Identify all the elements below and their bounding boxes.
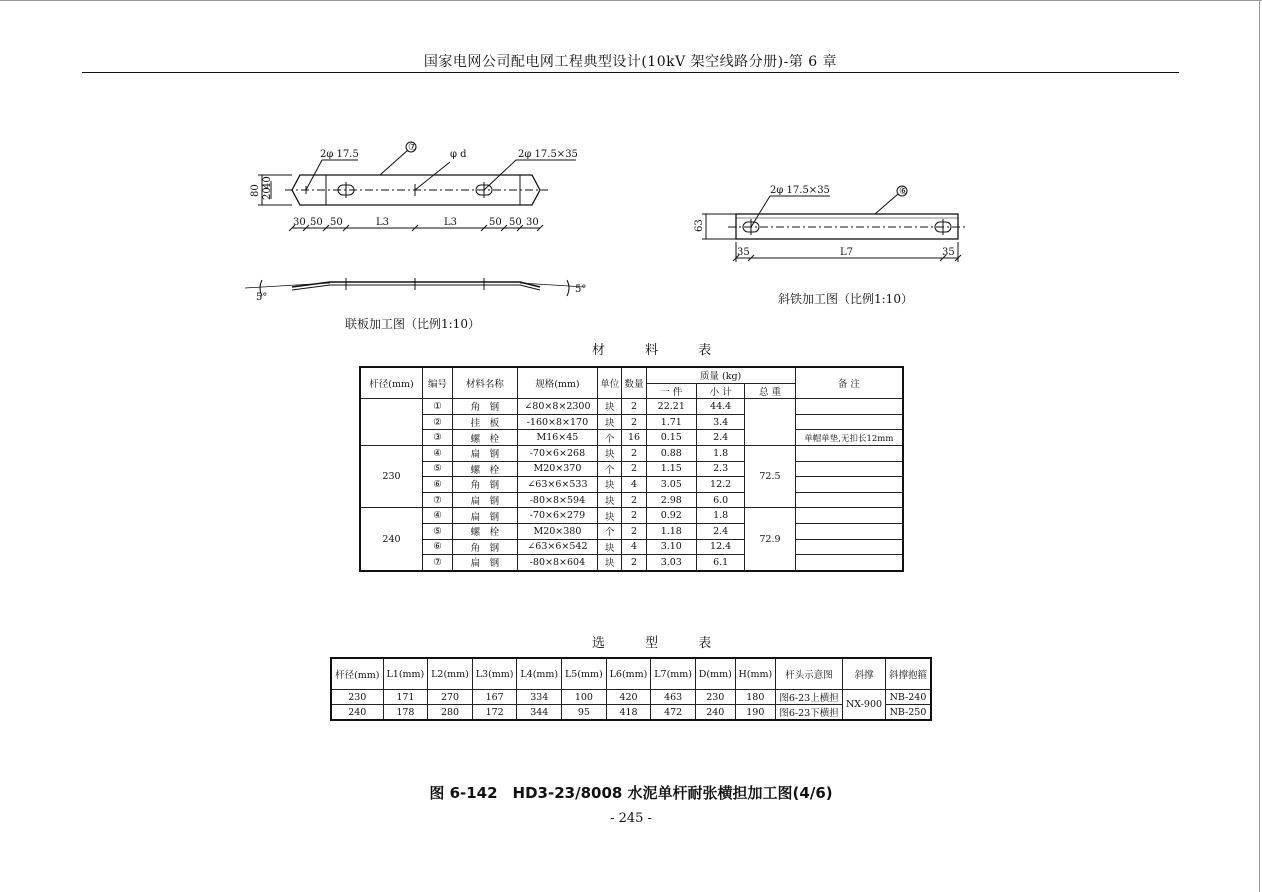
- dim-50b: 50: [330, 217, 343, 228]
- dim-L7: L7: [840, 247, 854, 258]
- table-row: ⑦ 扁 钢 -80×8×604 块 2 3.03 6.1: [360, 555, 903, 571]
- figure-title: 图 6-142 HD3-23/8008 水泥单杆耐张横担加工图(4/6): [429, 784, 833, 802]
- dim-40: 40: [262, 176, 273, 189]
- table-row: 240 ④ 扁 钢 -70×6×279 块 2 0.92 1.8 72.9: [360, 508, 903, 524]
- pole-240: 240: [360, 508, 422, 571]
- table-row: ⑤ 螺 栓 M20×370 个 2 1.15 2.3: [360, 461, 903, 477]
- dim-L3a: L3: [376, 217, 390, 228]
- label-hole-left: 2φ 17.5: [320, 149, 359, 160]
- hdr-each: 一 件: [646, 383, 696, 399]
- label-hole: 2φ 17.5×35: [770, 185, 830, 196]
- table-row: 240 178 280 172 344 95 418 472 240 190 图6-23下横担 NB-250: [331, 705, 931, 721]
- angle-left: 5°: [256, 292, 268, 303]
- selection-table: [330, 657, 932, 721]
- materials-title: 材 料 表: [592, 343, 730, 358]
- dim-50d: 50: [509, 217, 522, 228]
- hdr-subtotal: 小 计: [696, 383, 744, 399]
- diagonal-iron-caption: 斜铁加工图（比例1:10）: [778, 292, 913, 306]
- dim-20: 20: [262, 187, 273, 200]
- table-row: 230 ④ 扁 钢 -70×6×268 块 2 0.88 1.8 72.5: [360, 445, 903, 461]
- hdr-no: 编号: [422, 367, 452, 399]
- dim-80: 80: [250, 184, 261, 197]
- page-number: - 245 -: [610, 811, 652, 826]
- hdr-spec: 规格(mm): [517, 367, 598, 399]
- hdr-pole-dia: 杆径(mm): [360, 367, 422, 399]
- label-part-7: ⑦: [408, 142, 417, 153]
- hdr-remark: 备 注: [795, 367, 903, 399]
- table-row: ③ 螺 栓 M16×45 个 16 0.15 2.4 单帽单垫,无扣长12mm: [360, 430, 903, 446]
- hdr-total: 总 重: [745, 383, 795, 399]
- page-header: 国家电网公司配电网工程典型设计(10kV 架空线路分册)-第 6 章: [423, 54, 838, 70]
- dim-35a: 35: [737, 247, 750, 258]
- connecting-plate-caption: 联板加工图（比例1:10）: [345, 317, 480, 331]
- table-row: ⑥ 角 钢 ∠63×6×533 块 4 3.05 12.2: [360, 477, 903, 493]
- table-row: ⑥ 角 钢 ∠63×6×542 块 4 3.10 12.4: [360, 539, 903, 555]
- engineering-drawings: [0, 0, 1262, 340]
- dim-50c: 50: [489, 217, 502, 228]
- angle-right: 5°: [575, 284, 587, 295]
- diagonal-iron-labels: [694, 185, 955, 258]
- label-hole-center: φ d: [450, 149, 467, 160]
- hdr-name: 材料名称: [453, 367, 517, 399]
- selection-title: 选 型 表: [592, 636, 730, 651]
- table-row: ⑦ 扁 钢 -80×8×594 块 2 2.98 6.0: [360, 492, 903, 508]
- total-230: 72.5: [745, 445, 795, 507]
- dim-63: 63: [694, 219, 705, 232]
- pole-230: 230: [360, 445, 422, 507]
- selection-header-row: 杆径(mm) L1(mm) L2(mm) L3(mm) L4(mm) L5(mm) L6(mm) L7(mm) D(mm) H(mm) 杆头示意图 斜撑 斜撑抱箍: [331, 658, 931, 690]
- dim-L3b: L3: [444, 217, 458, 228]
- dim-35b: 35: [942, 247, 955, 258]
- brace-shared: NX-900: [843, 690, 886, 721]
- label-hole-right: 2φ 17.5×35: [518, 149, 578, 160]
- hdr-mass: 质量 (kg): [646, 367, 795, 383]
- dim-30a: 30: [293, 217, 306, 228]
- materials-header-row: [360, 367, 903, 383]
- hdr-unit: 单位: [598, 367, 622, 399]
- materials-table: [359, 366, 904, 572]
- label-part-6: ⑥: [899, 186, 908, 197]
- table-row: 230 171 270 167 334 100 420 463 230 180 图6-23上横担 NX-900 NB-240: [331, 690, 931, 705]
- table-row: ⑤ 螺 栓 M20×380 个 2 1.18 2.4: [360, 523, 903, 539]
- total-240: 72.9: [745, 508, 795, 571]
- dim-50a: 50: [310, 217, 323, 228]
- hdr-qty: 数量: [622, 367, 646, 399]
- dim-30b: 30: [526, 217, 539, 228]
- table-row: ② 挂 板 -160×8×170 块 2 1.71 3.4: [360, 414, 903, 430]
- connecting-plate-labels: [250, 142, 586, 303]
- table-row: ① 角 钢 ∠80×8×2300 块 2 22.21 44.4: [360, 399, 903, 415]
